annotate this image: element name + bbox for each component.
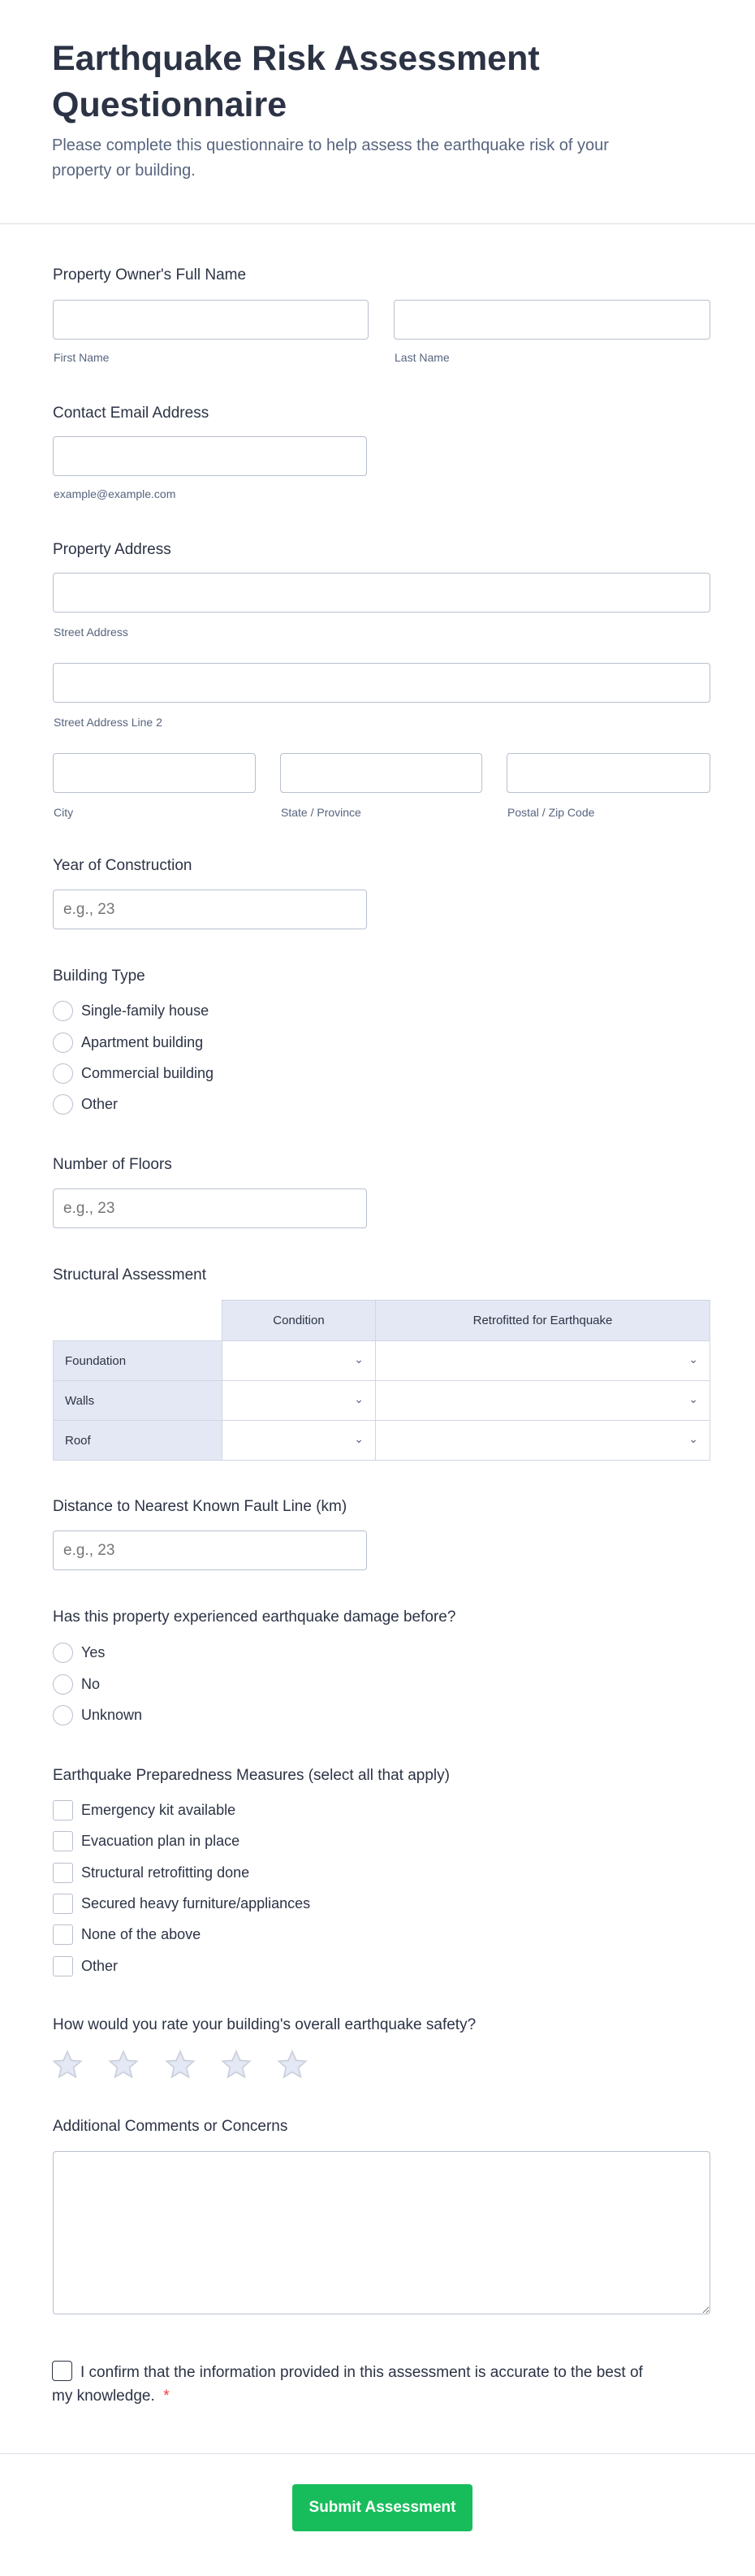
year-label: Year of Construction	[53, 857, 192, 874]
condition-select[interactable]	[222, 1381, 376, 1421]
floors-input[interactable]	[53, 1188, 367, 1228]
option-label: Other	[81, 1957, 119, 1974]
option-label: Other	[81, 1095, 119, 1112]
column-header: Retrofitted for Earthquake	[376, 1301, 710, 1341]
address-label: Property Address	[53, 541, 171, 558]
damage-option[interactable]	[53, 1704, 142, 1725]
street-address-sublabel: Street Address	[54, 626, 128, 639]
checkbox[interactable]	[53, 1894, 73, 1914]
option-label: Unknown	[81, 1706, 143, 1723]
distance-label: Distance to Nearest Known Fault Line (km)	[53, 1498, 347, 1515]
preparedness-option[interactable]	[53, 1955, 118, 1976]
condition-select[interactable]	[222, 1341, 376, 1381]
checkbox[interactable]	[53, 1800, 73, 1821]
option-label: Evacuation plan in place	[81, 1832, 240, 1849]
chevron-down-icon: ⌄	[688, 1353, 698, 1366]
star-icon[interactable]	[276, 2049, 308, 2081]
chevron-down-icon: ⌄	[354, 1392, 364, 1405]
year-input[interactable]	[53, 890, 367, 929]
row-label: Walls	[54, 1381, 222, 1421]
page-subtitle: Please complete this questionnaire to help assess the earthquake risk of your property or building.	[52, 136, 609, 180]
preparedness-option[interactable]	[53, 1924, 201, 1945]
building-type-option[interactable]	[53, 1000, 209, 1021]
first-name-sublabel: First Name	[54, 351, 110, 364]
building-type-option[interactable]	[53, 1093, 118, 1115]
chevron-down-icon: ⌄	[354, 1432, 364, 1445]
zip-input[interactable]	[507, 753, 710, 793]
street-address-2-input[interactable]	[53, 663, 710, 703]
zip-sublabel: Postal / Zip Code	[507, 806, 595, 819]
star-icon[interactable]	[51, 2049, 84, 2081]
last-name-sublabel: Last Name	[395, 351, 450, 364]
state-input[interactable]	[280, 753, 482, 793]
confirm-row[interactable]	[52, 2361, 653, 2408]
radio-button[interactable]	[53, 1033, 73, 1053]
building-type-label: Building Type	[53, 968, 145, 985]
confirm-label: I confirm that the information provided in this assessment is accurate to the best of my knowledge.	[52, 2364, 643, 2405]
option-label: No	[81, 1675, 101, 1692]
street-address-input[interactable]	[53, 573, 710, 613]
preparedness-option[interactable]	[53, 1799, 235, 1821]
header-divider	[0, 223, 755, 224]
preparedness-option[interactable]	[53, 1830, 239, 1851]
comments-textarea[interactable]	[53, 2151, 710, 2314]
radio-button[interactable]	[53, 1001, 73, 1021]
option-label: Commercial building	[81, 1064, 214, 1081]
city-sublabel: City	[54, 806, 74, 819]
chevron-down-icon: ⌄	[688, 1392, 698, 1405]
radio-button[interactable]	[53, 1674, 73, 1695]
option-label: Apartment building	[81, 1033, 204, 1050]
structural-matrix	[53, 1300, 710, 1461]
option-label: Secured heavy furniture/appliances	[81, 1894, 311, 1911]
preparedness-option[interactable]	[53, 1862, 249, 1883]
damage-option[interactable]	[53, 1642, 105, 1663]
option-label: Emergency kit available	[81, 1801, 236, 1818]
retrofitted-select[interactable]	[376, 1341, 710, 1381]
row-label: Foundation	[54, 1341, 222, 1381]
email-label: Contact Email Address	[53, 405, 209, 422]
damage-option[interactable]	[53, 1673, 100, 1695]
structural-label: Structural Assessment	[53, 1266, 207, 1284]
star-icon[interactable]	[164, 2049, 196, 2081]
checkbox[interactable]	[53, 1956, 73, 1976]
option-label: None of the above	[81, 1925, 201, 1942]
chevron-down-icon: ⌄	[688, 1432, 698, 1445]
street-address-2-sublabel: Street Address Line 2	[54, 716, 162, 729]
email-sublabel: example@example.com	[54, 487, 176, 500]
building-type-option[interactable]	[53, 1063, 214, 1084]
radio-button[interactable]	[53, 1094, 73, 1115]
preparedness-option[interactable]	[53, 1893, 310, 1914]
owner-name-label: Property Owner's Full Name	[53, 266, 247, 284]
page-title: Earthquake Risk Assessment Questionnaire	[52, 39, 540, 124]
state-sublabel: State / Province	[281, 806, 361, 819]
city-input[interactable]	[53, 753, 256, 793]
last-name-input[interactable]	[394, 300, 710, 340]
email-input[interactable]	[53, 436, 367, 476]
footer-divider	[0, 2453, 755, 2454]
checkbox[interactable]	[53, 1831, 73, 1851]
distance-input[interactable]	[53, 1530, 367, 1570]
radio-button[interactable]	[53, 1705, 73, 1725]
checkbox[interactable]	[53, 1924, 73, 1945]
chevron-down-icon: ⌄	[354, 1353, 364, 1366]
star-icon[interactable]	[220, 2049, 252, 2081]
rating-label: How would you rate your building's overall earthquake safety?	[53, 2016, 477, 2033]
required-mark: *	[163, 2388, 170, 2405]
radio-button[interactable]	[53, 1643, 73, 1663]
option-label: Yes	[81, 1643, 106, 1660]
retrofitted-select[interactable]	[376, 1381, 710, 1421]
column-header: Condition	[222, 1301, 376, 1341]
option-label: Single-family house	[81, 1002, 209, 1019]
checkbox[interactable]	[53, 1863, 73, 1883]
radio-button[interactable]	[53, 1063, 73, 1084]
row-label: Roof	[54, 1421, 222, 1461]
building-type-option[interactable]	[53, 1032, 203, 1053]
condition-select[interactable]	[222, 1421, 376, 1461]
damage-label: Has this property experienced earthquake damage before?	[53, 1608, 456, 1626]
matrix-corner	[54, 1301, 222, 1341]
star-icon[interactable]	[107, 2049, 140, 2081]
option-label: Structural retrofitting done	[81, 1864, 250, 1881]
preparedness-label: Earthquake Preparedness Measures (select all that apply)	[53, 1767, 450, 1784]
comments-label: Additional Comments or Concerns	[53, 2118, 288, 2135]
retrofitted-select[interactable]	[376, 1421, 710, 1461]
first-name-input[interactable]	[53, 300, 369, 340]
submit-button[interactable]: Submit Assessment	[292, 2484, 472, 2531]
confirm-checkbox[interactable]	[52, 2361, 72, 2381]
floors-label: Number of Floors	[53, 1156, 172, 1173]
